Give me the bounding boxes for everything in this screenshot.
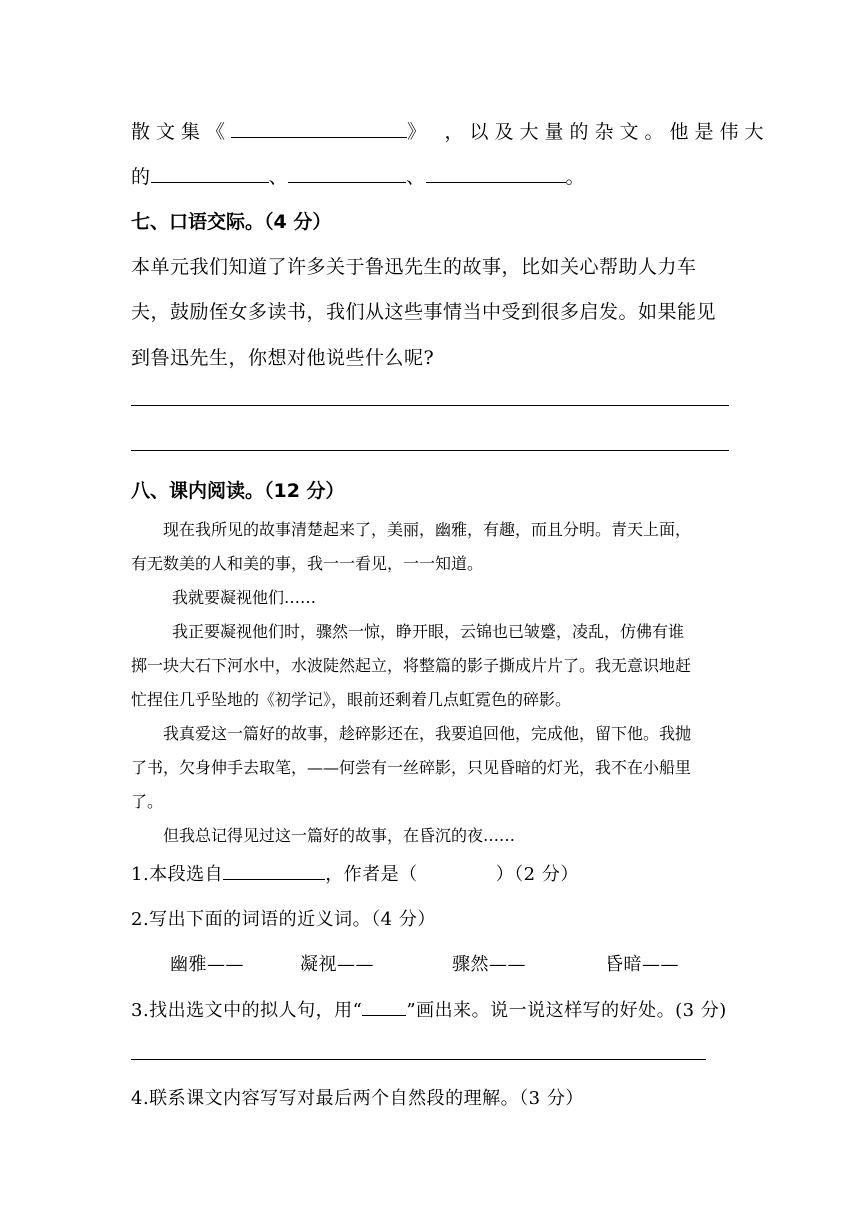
passage-p2: 我就要凝视他们……	[172, 588, 317, 607]
passage-p1-l1: 现在我所见的故事清楚起来了，美丽，幽雅，有趣，而且分明。青天上面，	[163, 520, 692, 539]
word-1: 幽雅——	[170, 954, 244, 975]
passage-p4-l1: 我真爱这一篇好的故事，趁碎影还在，我要追回他，完成他，留下他。我抛	[163, 724, 692, 743]
section8-title: 八、课内阅读。（12 分）	[131, 480, 345, 502]
answer-line-3[interactable]	[131, 1059, 706, 1060]
passage-p3-l3: 忙捏住几乎坠地的《初学记》，眼前还剩着几点虹霓色的碎影。	[131, 690, 572, 709]
word-4: 昏暗——	[605, 954, 679, 975]
question-3	[131, 996, 727, 1022]
section7-line1: 本单元我们知道了许多关于鲁迅先生的故事，比如关心帮助人力车	[131, 256, 697, 278]
passage-p4-l3: 了。	[131, 792, 164, 811]
word-2: 凝视——	[300, 954, 374, 975]
q3-prefix: 3.找出选文中的拟人句，用“	[131, 1000, 363, 1021]
sec6-line1-c: ，以及大量的杂文。他是伟大	[444, 121, 770, 143]
sec6-sep2: 、	[406, 166, 426, 188]
sec6-end: 。	[565, 166, 586, 188]
sec6-sep1: 、	[268, 166, 289, 188]
sec6-line1	[131, 117, 770, 144]
passage-p3-l2: 掷一块大石下河水中，水波陡然起立，将整篇的影子撕成片片了。我无意识地赶	[131, 656, 692, 675]
prose-collection-blank[interactable]	[231, 121, 407, 138]
q1-suffix: ）（2 分）	[495, 864, 579, 885]
q1-mid: ，作者是（	[325, 864, 418, 885]
answer-line-2[interactable]	[131, 450, 729, 451]
passage-p1-l2: 有无数美的人和美的事，我一一看见，一一知道。	[131, 554, 484, 573]
sec6-line2	[131, 162, 585, 189]
section7-line3: 到鲁迅先生，你想对他说些什么呢?	[131, 347, 435, 369]
passage-p4-l2: 了书，欠身伸手去取笔，——何尝有一丝碎影，只见昏暗的灯光，我不在小船里	[131, 758, 692, 777]
word-3: 骤然——	[452, 954, 526, 975]
q3-suffix: ”画出来。说一说这样写的好处。(3 分)	[406, 1000, 727, 1021]
sec6-line1-a: 散文集《	[131, 121, 232, 143]
sec6-line1-b: 》	[407, 121, 423, 143]
question-2: 2.写出下面的词语的近义词。（4 分）	[131, 909, 436, 930]
passage-p3-l1: 我正要凝视他们时，骤然一惊，睁开眼，云锦也已皱蹙，凌乱，仿佛有谁	[172, 622, 685, 641]
q1-prefix: 1.本段选自	[131, 864, 224, 885]
section7-title: 七、口语交际。（4 分）	[131, 211, 332, 233]
section7-line2: 夫，鼓励侄女多读书，我们从这些事情当中受到很多启发。如果能见	[131, 301, 717, 323]
identity-blank-3[interactable]	[426, 166, 566, 183]
underline-marker-sample	[362, 999, 406, 1016]
question-1	[131, 860, 579, 886]
identity-blank-2[interactable]	[288, 166, 406, 183]
passage-p5: 但我总记得见过这一篇好的故事，在昏沉的夜……	[163, 826, 516, 845]
source-blank[interactable]	[223, 863, 325, 880]
answer-line-1[interactable]	[131, 405, 729, 406]
identity-blank-1[interactable]	[151, 166, 269, 183]
sec6-line2-a: 的	[131, 166, 151, 188]
question-4: 4.联系课文内容写写对最后两个自然段的理解。（3 分）	[131, 1088, 584, 1109]
